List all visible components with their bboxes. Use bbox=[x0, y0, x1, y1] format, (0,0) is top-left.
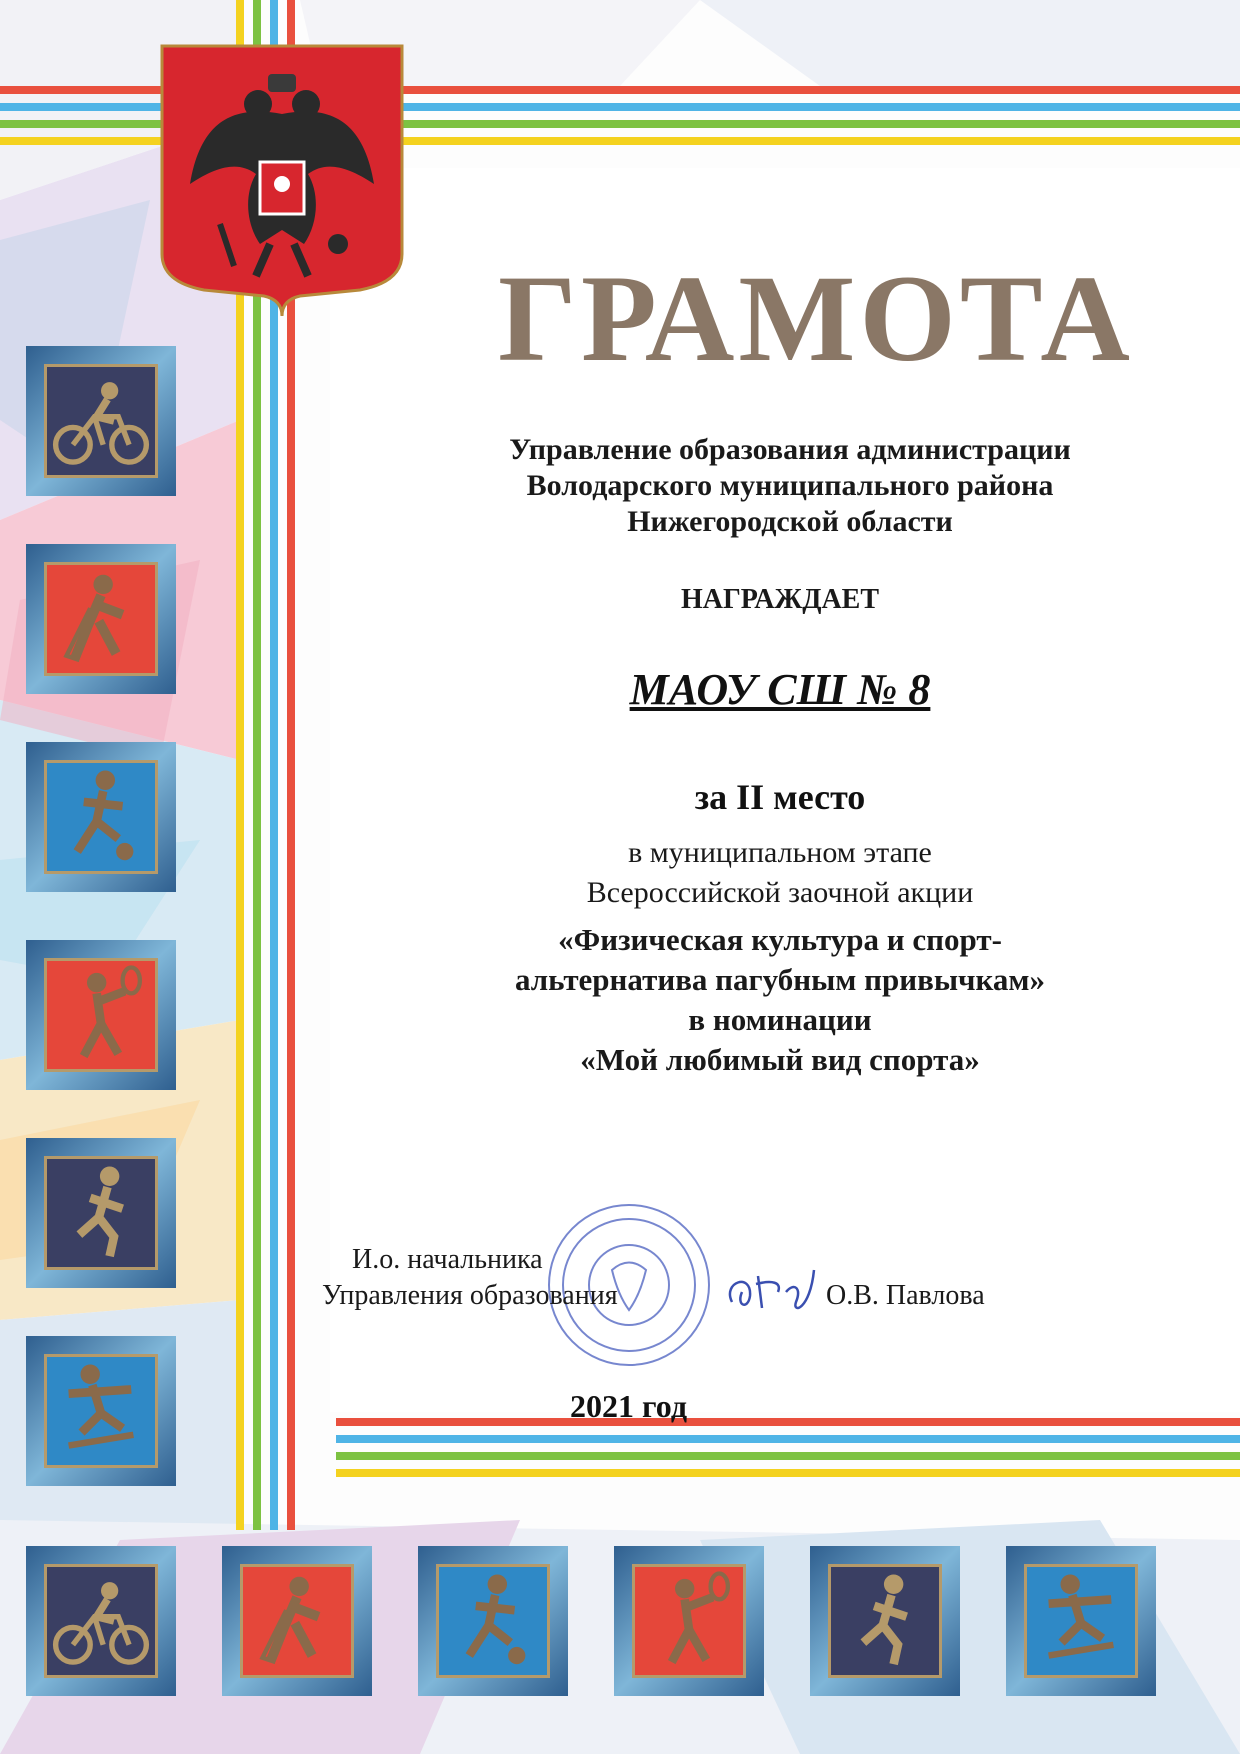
bottom-stripes bbox=[336, 1418, 1240, 1494]
cyclist-icon bbox=[47, 1567, 155, 1675]
issuer-line: Володарского муниципального района bbox=[526, 469, 1054, 502]
cyclist-tile-bottom bbox=[26, 1546, 176, 1696]
awards-label: НАГРАЖДАЕТ bbox=[680, 584, 880, 615]
nomination-label: в номинации bbox=[688, 1002, 872, 1037]
football-tile bbox=[26, 742, 176, 892]
signatory-position: И.о. начальника bbox=[352, 1244, 543, 1275]
skateboarder-tile bbox=[26, 1336, 176, 1486]
issuer-line: Управление образования администрации bbox=[509, 433, 1071, 466]
campaign-name-line: альтернатива пагубным привычкам» bbox=[514, 962, 1046, 997]
skateboarder-icon bbox=[1027, 1567, 1135, 1675]
football-player-icon bbox=[47, 763, 155, 871]
hockey-tile bbox=[26, 544, 176, 694]
campaign-name-line: «Физическая культура и спорт- bbox=[558, 922, 1002, 957]
football-tile-bottom bbox=[418, 1546, 568, 1696]
signatory-department: Управления образования bbox=[322, 1280, 618, 1311]
tennis-player-icon bbox=[635, 1567, 743, 1675]
tennis-tile-bottom bbox=[614, 1546, 764, 1696]
runner-icon bbox=[831, 1567, 939, 1675]
recipient-name: МАОУ СШ № 8 bbox=[629, 665, 931, 714]
nomination-name: «Мой любимый вид спорта» bbox=[580, 1042, 980, 1077]
cyclist-tile bbox=[26, 346, 176, 496]
tennis-tile bbox=[26, 940, 176, 1090]
hockey-player-icon bbox=[47, 565, 155, 673]
issuer-line: Нижегородской области bbox=[627, 505, 953, 538]
tennis-player-icon bbox=[47, 961, 155, 1069]
body-line: в муниципальном этапе bbox=[628, 836, 932, 869]
skateboarder-icon bbox=[47, 1357, 155, 1465]
signatory-name: О.В. Павлова bbox=[826, 1280, 985, 1311]
runner-icon bbox=[47, 1159, 155, 1267]
body-line: Всероссийской заочной акции bbox=[586, 876, 974, 909]
certificate-year: 2021 год bbox=[570, 1388, 687, 1424]
runner-tile bbox=[26, 1138, 176, 1288]
football-player-icon bbox=[439, 1567, 547, 1675]
skateboarder-tile-bottom bbox=[1006, 1546, 1156, 1696]
runner-tile-bottom bbox=[810, 1546, 960, 1696]
handwritten-signature bbox=[722, 1262, 822, 1324]
hockey-player-icon bbox=[243, 1567, 351, 1675]
russian-double-headed-eagle-icon bbox=[160, 44, 404, 318]
award-place: за II место bbox=[694, 777, 866, 817]
certificate-title: ГРАМОТА bbox=[498, 250, 1134, 387]
issuer-block bbox=[460, 432, 1120, 540]
hockey-tile-bottom bbox=[222, 1546, 372, 1696]
cyclist-icon bbox=[47, 367, 155, 475]
